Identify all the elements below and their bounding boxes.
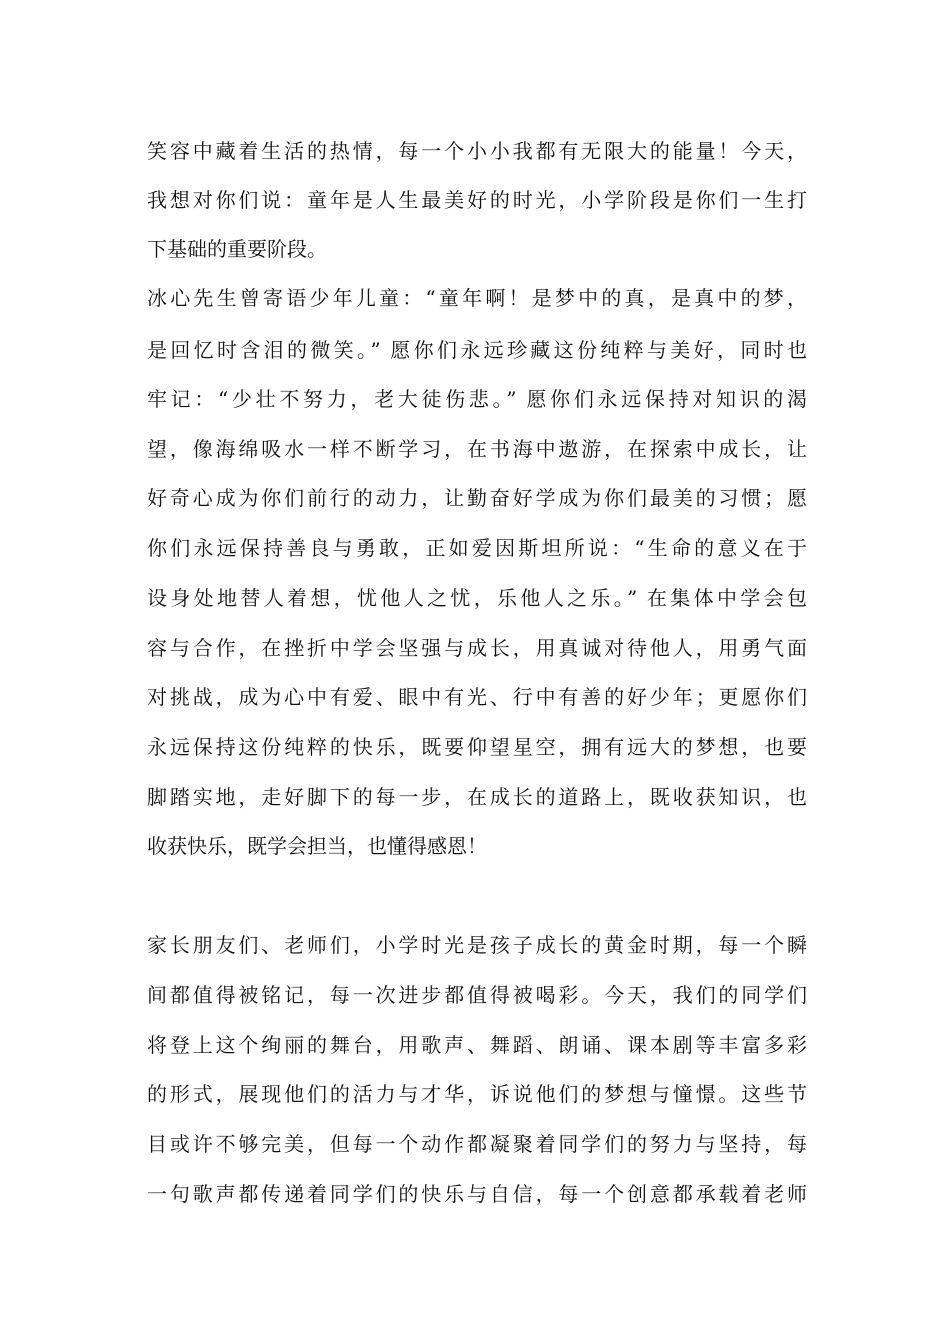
paragraph-3-line-4: 的形式，展现他们的活力与才华，诉说他们的梦想与憧憬。这些节 [147,1082,807,1106]
paragraph-2-line-12: 收获快乐，既学会担当，也懂得感恩！ [147,834,487,858]
paragraph-3-line-3: 将登上这个绚丽的舞台，用歌声、舞蹈、朗诵、课本剧等丰富多彩 [147,1033,807,1057]
paragraph-3-line-6: 一句歌声都传递着同学们的快乐与自信，每一个创意都承载着老师 [147,1182,807,1206]
paragraph-2-line-3: 牢记：“少壮不努力，老大徒伤悲。” 愿你们永远保持对知识的渴 [147,387,807,411]
paragraph-2-line-1: 冰心先生曾寄语少年儿童：“童年啊！是梦中的真，是真中的梦， [147,286,807,310]
paragraph-2-line-10: 永远保持这份纯粹的快乐，既要仰望星空，拥有远大的梦想，也要 [147,735,807,759]
paragraph-2-line-4: 望，像海绵吸水一样不断学习，在书海中遨游，在探索中成长，让 [147,437,807,461]
paragraph-3-line-1: 家长朋友们、老师们，小学时光是孩子成长的黄金时期，每一个瞬 [147,933,807,957]
paragraph-1-line-2: 我想对你们说：童年是人生最美好的时光，小学阶段是你们一生打 [147,188,807,212]
paragraph-1-line-3: 下基础的重要阶段。 [147,237,327,261]
paragraph-2-line-6: 你们永远保持善良与勇敢，正如爱因斯坦所说：“生命的意义在于 [147,536,807,560]
paragraph-2-line-5: 好奇心成为你们前行的动力，让勤奋好学成为你们最美的习惯；愿 [147,486,807,510]
paragraph-3-line-2: 间都值得被铭记，每一次进步都值得被喝彩。今天，我们的同学们 [147,983,807,1007]
paragraph-2-line-9: 对挑战，成为心中有爱、眼中有光、行中有善的好少年；更愿你们 [147,685,807,709]
paragraph-2-line-11: 脚踏实地，走好脚下的每一步，在成长的道路上，既收获知识，也 [147,785,807,809]
paragraph-3-line-5: 目或许不够完美，但每一个动作都凝聚着同学们的努力与坚持，每 [147,1132,807,1156]
paragraph-2-line-2: 是回忆时含泪的微笑。” 愿你们永远珍藏这份纯粹与美好，同时也 [147,338,807,362]
paragraph-1-line-1: 笑容中藏着生活的热情，每一个小小我都有无限大的能量！今天， [147,139,807,163]
paragraph-2-line-8: 容与合作，在挫折中学会坚强与成长，用真诚对待他人，用勇气面 [147,636,807,660]
paragraph-2-line-7: 设身处地替人着想，忧他人之忧，乐他人之乐。” 在集体中学会包 [147,586,807,610]
